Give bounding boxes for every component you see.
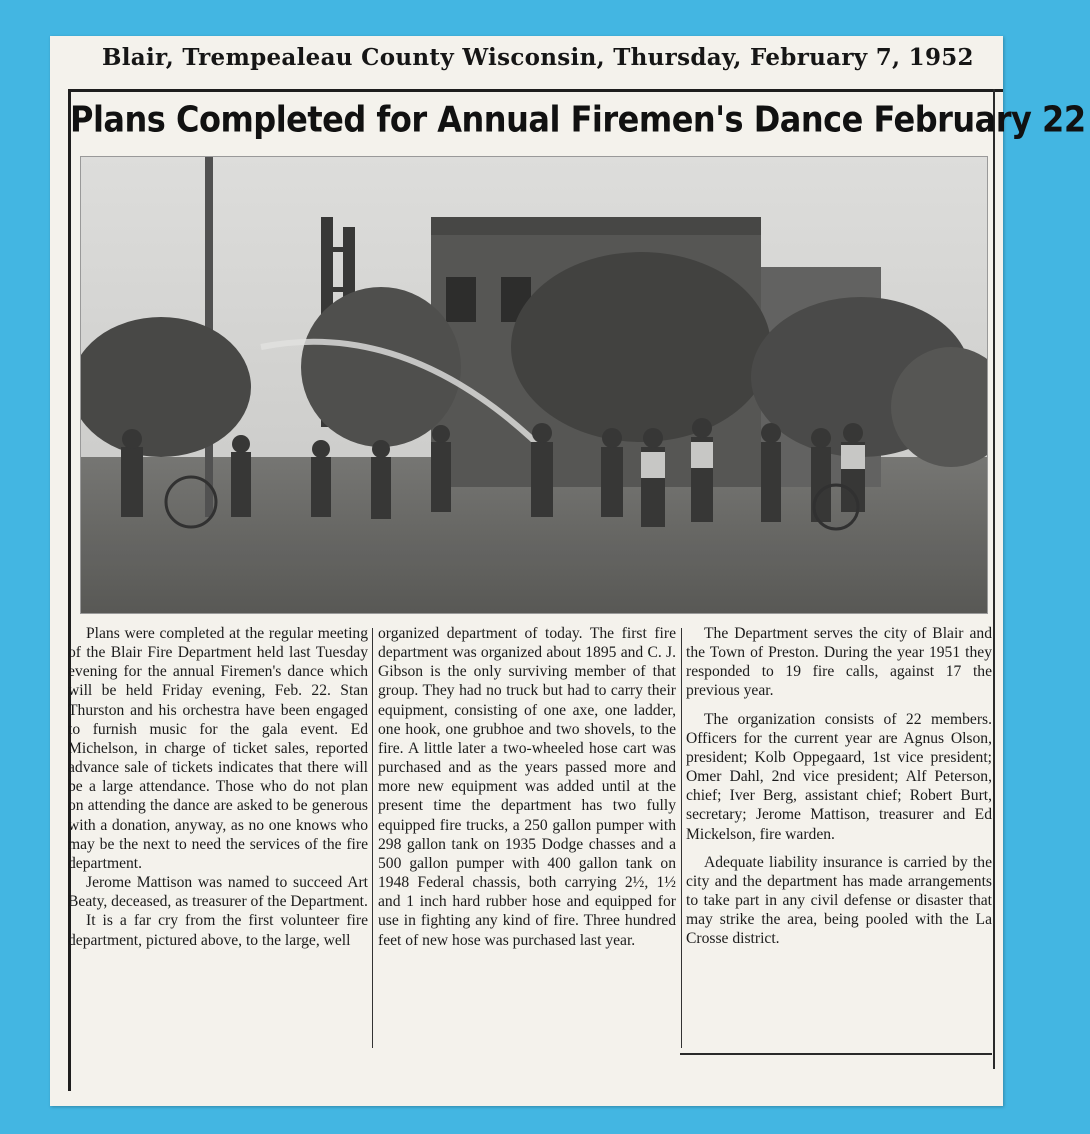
paragraph: Jerome Mattison was named to succeed Art Beaty, deceased, as treasurer of the Department. (68, 874, 368, 911)
top-rule (68, 89, 1003, 92)
paragraph: It is a far cry from the first volunteer fire department, pictured above, to the large, well (68, 912, 368, 949)
headline: Plans Completed for Annual Firemen's Dance February 22 (70, 97, 1086, 141)
paragraph: The organization consists of 22 members. Officers for the current year are Agnus Olson, president; Kolb Oppegaard, 1st vice president; Omer Dahl, 2nd vice president; Alf Peterson, chief; Iver Berg, assistant chief; Robert Burt, secretary; Jerome Mattison, treasurer and Ed Mickelson, fire warden. (686, 710, 992, 843)
bottom-rule (680, 1053, 992, 1055)
dateline: Blair, Trempealeau County Wisconsin, Thursday, February 7, 1952 (102, 44, 974, 71)
newspaper-clipping (50, 36, 1086, 1106)
fire-department-photo (80, 156, 988, 614)
paragraph: Adequate liability insurance is carried by the city and the department has made arrangements to take part in any civil defense or disaster that may strike the area, being pooled with the La Crosse district. (686, 853, 992, 948)
article-column-2 (378, 624, 676, 950)
paragraph: organized department of today. The first fire department was organized about 1895 and C. J. Gibson is the only surviving member of that group. They had no truck but had to carry their equipment, consisting of one axe, one ladder, one hook, one grubhoe and two shovels, to the fire. A little later a two-wheeled hose cart was purchased and as the years passed more and more new equipment was added until at the present time the department has two fully equipped fire trucks, a 250 gallon pumper with 298 gallon tank on 1935 Dodge chasses and a 500 gallon pumper with 400 gallon tank on 1948 Federal chassis, both carrying 2½, 1½ and 1 inch hard rubber hose and equipped for use in fighting any kind of fire. Three hundred feet of new hose was purchased last year. (378, 625, 676, 949)
right-rule (993, 89, 995, 1069)
column-divider (372, 628, 373, 1048)
paragraph: Plans were completed at the regular meeting of the Blair Fire Department held last Tuesday evening for the annual Firemen's dance which will be held Friday evening, Feb. 22. Stan Thurston and his orchestra have been engaged to furnish music for the gala event. Ed Michelson, in charge of ticket sales, reported advance sale of tickets indicates that there will be a large attendance. Those who do not plan on attending the dance are asked to be generous with a donation, anyway, as no one knows who may be the next to need the services of the fire department. (68, 625, 368, 872)
column-divider (681, 628, 682, 1048)
paragraph: The Department serves the city of Blair and the Town of Preston. During the year 1951 they responded to 19 fire calls, against 17 the previous year. (686, 625, 992, 700)
photo-illustration (81, 157, 987, 613)
article-column-1 (68, 624, 368, 950)
article-column-3 (686, 624, 992, 949)
